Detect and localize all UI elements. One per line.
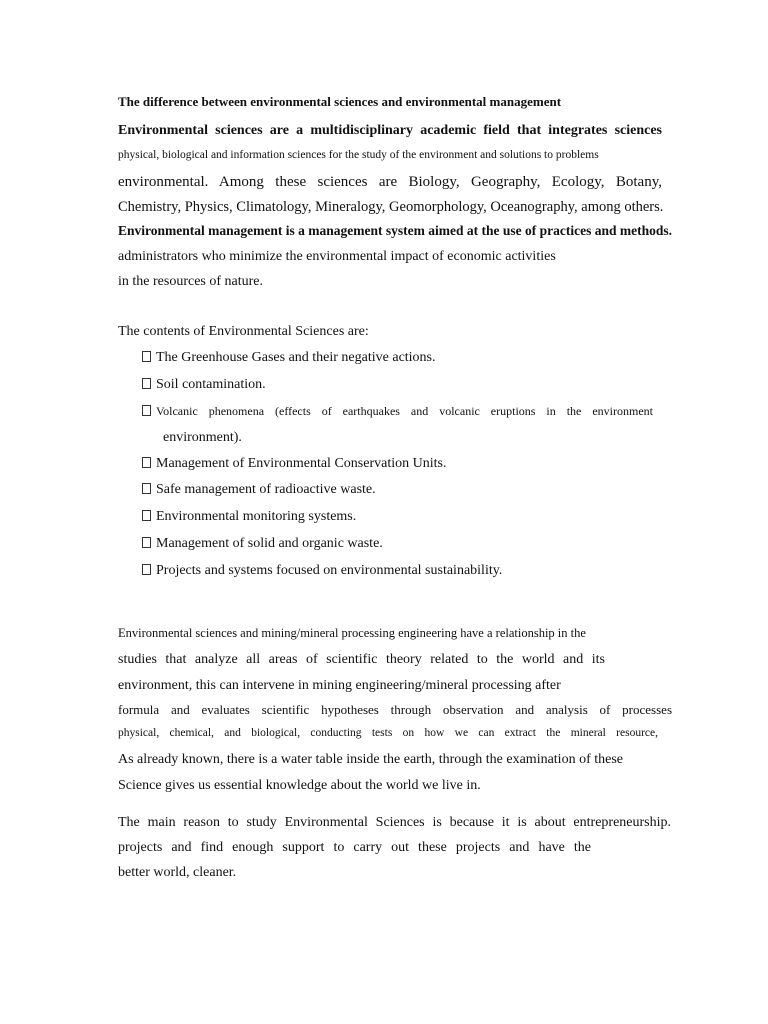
contents-item: Projects and systems focused on environmental sustainability. (142, 564, 502, 578)
intro-line-1: Environmental sciences are a multidisciplinary academic field that integrates sciences (118, 123, 662, 138)
relationship-line-3: environment, this can intervene in mining engineering/mineral processing after (118, 678, 561, 693)
box-bullet-icon (142, 510, 151, 521)
relationship-line-2: studies that analyze all areas of scientific theory related to the world and its (118, 652, 605, 667)
box-bullet-icon (142, 564, 151, 575)
contents-heading: The contents of Environmental Sciences are: (118, 324, 369, 339)
box-bullet-icon (142, 457, 151, 468)
contents-item: Volcanic phenomena (effects of earthquakes and volcanic eruptions in the environment (142, 405, 653, 417)
contents-item: Safe management of radioactive waste. (142, 483, 376, 497)
relationship-line-1: Environmental sciences and mining/mineral processing engineering have a relationship in the (118, 626, 586, 640)
document-title: The difference between environmental sciences and environmental management (118, 94, 562, 109)
box-bullet-icon (142, 537, 151, 548)
reason-line-1: The main reason to study Environmental Sciences is because it is about entrepreneurship. (118, 815, 671, 830)
contents-item: Management of solid and organic waste. (142, 537, 383, 551)
contents-item-continuation: environment). (163, 430, 242, 445)
intro-line-3: environmental. Among these sciences are Biology, Geography, Ecology, Botany, (118, 174, 662, 190)
relationship-line-5: physical, chemical, and biological, conducting tests on how we can extract the mineral resource, (118, 727, 658, 739)
box-bullet-icon (142, 405, 151, 416)
intro-line-6: administrators who minimize the environmental impact of economic activities (118, 249, 556, 264)
relationship-line-7: Science gives us essential knowledge about the world we live in. (118, 778, 481, 793)
contents-item: The Greenhouse Gases and their negative actions. (142, 351, 436, 365)
box-bullet-icon (142, 351, 151, 362)
contents-item: Management of Environmental Conservation Units. (142, 457, 446, 471)
intro-line-5: Environmental management is a management system aimed at the use of practices and methods. (118, 223, 672, 238)
box-bullet-icon (142, 378, 151, 389)
contents-item: Environmental monitoring systems. (142, 510, 356, 524)
intro-line-2: physical, biological and information sciences for the study of the environment and solutions to problems (118, 149, 599, 161)
reason-line-2: projects and find enough support to carry out these projects and have the (118, 840, 591, 855)
relationship-line-6: As already known, there is a water table inside the earth, through the examination of these (118, 752, 623, 767)
contents-item: Soil contamination. (142, 378, 266, 392)
intro-line-4: Chemistry, Physics, Climatology, Mineralogy, Geomorphology, Oceanography, among others. (118, 199, 664, 215)
relationship-line-4: formula and evaluates scientific hypotheses through observation and analysis of processes (118, 702, 672, 717)
intro-line-7: in the resources of nature. (118, 274, 263, 289)
box-bullet-icon (142, 483, 151, 494)
reason-line-3: better world, cleaner. (118, 865, 237, 880)
